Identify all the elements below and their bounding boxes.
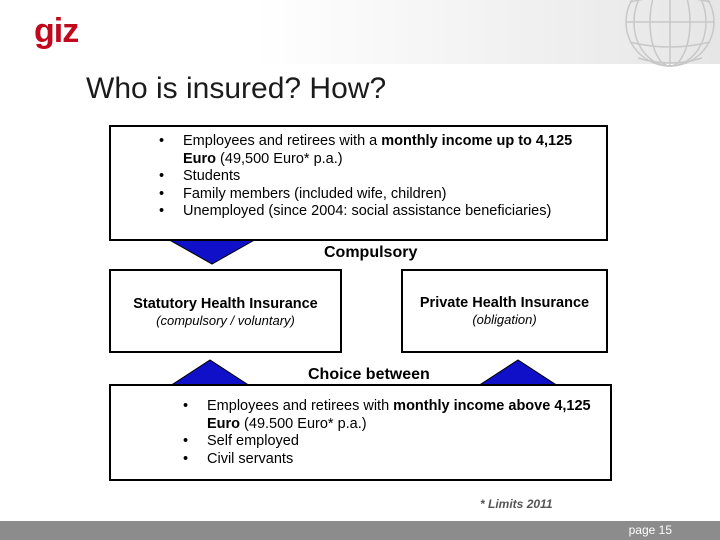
bullet-icon: • [183, 398, 189, 414]
down-arrow-icon [166, 238, 258, 265]
statutory-title: Statutory Health Insurance [133, 296, 318, 312]
private-subtitle: (obligation) [472, 312, 537, 327]
bullet-icon: • [183, 450, 189, 467]
statutory-insurance-box [109, 269, 342, 353]
list-item: • Students [159, 168, 241, 184]
list-item: • Employees and retirees with monthly income above 4,125 Euro (49.500 Euro* p.a.) [183, 398, 591, 432]
bullet-icon: • [159, 133, 165, 149]
list-item: • Self employed [183, 433, 299, 449]
choice-criteria-box [109, 384, 612, 481]
bullet-icon: • [159, 168, 165, 184]
page-number: page 15 [628, 523, 672, 537]
footer-bar [0, 521, 720, 540]
footnote: * Limits 2011 [480, 497, 553, 511]
up-arrow-right-icon [478, 359, 558, 387]
statutory-subtitle: (compulsory / voluntary) [156, 313, 295, 328]
private-title: Private Health Insurance [419, 295, 590, 311]
bullet-icon: • [159, 185, 165, 202]
private-insurance-box [401, 269, 608, 353]
list-item: • Family members (included wife, children) [159, 185, 447, 202]
globe-icon [612, 0, 720, 72]
up-arrow-left-icon [170, 359, 250, 387]
compulsory-label: Compulsory [324, 244, 418, 261]
page-title: Who is insured? How? [86, 72, 387, 105]
choice-between-label: Choice between [308, 366, 430, 383]
giz-logo: giz [34, 12, 79, 50]
bullet-icon: • [159, 203, 165, 219]
list-item: • Employees and retirees with a monthly income up to 4,125 Euro (49,500 Euro* p.a.) [159, 133, 573, 167]
list-item: • Unemployed (since 2004: social assistance beneficiaries) [159, 203, 552, 219]
list-item: • Civil servants [183, 450, 294, 467]
compulsory-criteria-box [109, 125, 608, 241]
bullet-icon: • [183, 433, 189, 449]
